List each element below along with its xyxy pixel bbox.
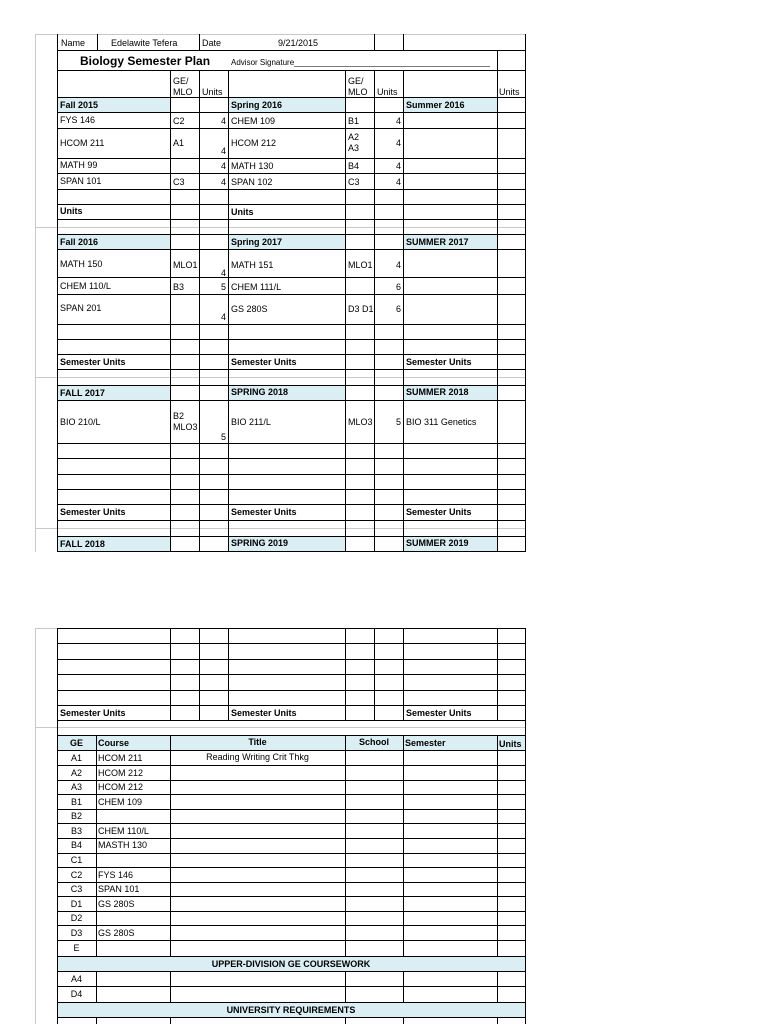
ge-code: C3 (70, 884, 83, 894)
date-value: 9/21/2015 (278, 38, 319, 48)
units: 4 (220, 268, 226, 278)
course: HCOM 212 (231, 138, 277, 148)
ge-code: A3 (70, 782, 82, 792)
plan-title: Biology Semester Plan (80, 54, 211, 68)
units: 5 (395, 417, 401, 427)
semester-units-label: Semester Units (231, 357, 297, 367)
semester-units-label: Semester Units (231, 507, 297, 517)
course: CHEM 111/L (231, 282, 282, 292)
ge-code: MLO3 (348, 417, 373, 427)
course: HCOM 211 (60, 138, 105, 148)
course: SPAN 101 (98, 884, 140, 894)
course: MATH 151 (231, 260, 274, 270)
ge-code: B4 (348, 161, 360, 171)
ge-code: B1 (70, 797, 82, 807)
course: MATH 150 (60, 259, 103, 269)
course: FYS 146 (98, 870, 134, 880)
col-units: Units (377, 87, 398, 97)
date-label: Date (202, 38, 222, 48)
units: 4 (220, 116, 226, 126)
units-label: Units (60, 206, 83, 216)
col-units: Units (499, 87, 520, 97)
ge-code: D2 (70, 913, 83, 923)
term-summer-2018: SUMMER 2018 (406, 387, 469, 397)
student-name: Edelawite Tefera (111, 38, 178, 48)
ge-code: B3 (70, 826, 82, 836)
ge-code: A2 (70, 768, 82, 778)
ge-code: D4 (70, 989, 83, 999)
units: 4 (220, 146, 226, 156)
term-summer-2017: SUMMER 2017 (406, 237, 469, 247)
term-spring-2017: Spring 2017 (231, 237, 283, 247)
ge-code: MLO1 (348, 260, 373, 270)
semester-units-label: Semester Units (406, 357, 472, 367)
ge-code: A1 (173, 138, 185, 148)
term-spring-2019: SPRING 2019 (231, 538, 289, 548)
course: MATH 130 (231, 161, 274, 171)
units: 4 (220, 161, 226, 171)
ge-code: D3 D1 (348, 304, 374, 314)
course: SPAN 102 (231, 177, 273, 187)
course: GS 280S (98, 899, 135, 909)
semester-units-label: Semester Units (406, 708, 472, 718)
term-fall-2016: Fall 2016 (60, 237, 99, 247)
units: 6 (395, 282, 401, 292)
title-col-header: Title (248, 737, 267, 747)
course: BIO 210/L (60, 417, 101, 427)
ge-code: E (73, 943, 80, 953)
units: 5 (220, 432, 226, 442)
col-units: Units (202, 87, 223, 97)
units: 4 (220, 177, 226, 187)
ge-code: B1 (348, 116, 360, 126)
course: HCOM 211 (98, 753, 143, 763)
ge-code: B4 (70, 840, 82, 850)
ge-code: B2 MLO3 (173, 411, 198, 432)
term-spring-2016: Spring 2016 (231, 100, 283, 110)
term-spring-2018: SPRING 2018 (231, 387, 289, 397)
course: HCOM 212 (98, 782, 144, 792)
course: MASTH 130 (98, 840, 148, 850)
units: 4 (395, 138, 401, 148)
ge-code: B3 (173, 282, 185, 292)
course: CHEM 110/L (60, 281, 111, 291)
advisor-signature: Advisor Signature____________________________________________ (231, 58, 490, 67)
units-label: Units (231, 207, 254, 217)
units: 5 (220, 282, 226, 292)
course-col-header: Course (98, 738, 130, 748)
ge-code: A4 (70, 974, 82, 984)
course: FYS 146 (60, 115, 96, 125)
ge-code: MLO1 (173, 260, 198, 270)
units: 4 (395, 260, 401, 270)
ge-code: C3 (348, 177, 360, 187)
ge-code: C1 (70, 855, 83, 865)
term-summer-2019: SUMMER 2019 (406, 538, 469, 548)
ge-code: C2 (70, 870, 83, 880)
course: MATH 99 (60, 160, 98, 170)
name-label: Name (61, 38, 86, 48)
university-requirements-heading: UNIVERSITY REQUIREMENTS (226, 1005, 356, 1015)
course: BIO 211/L (231, 417, 271, 427)
semester-units-label: Semester Units (60, 357, 126, 367)
col-ge-mlo: GE/ MLO (173, 76, 193, 97)
course: HCOM 212 (98, 768, 144, 778)
upper-division-heading: UPPER-DIVISION GE COURSEWORK (211, 959, 371, 969)
ge-code: A1 (70, 753, 82, 763)
semester-col-header: Semester (405, 738, 446, 748)
course: CHEM 109 (98, 797, 143, 807)
semester-units-label: Semester Units (60, 507, 126, 517)
ge-code: D1 (70, 899, 83, 909)
course: SPAN 201 (60, 303, 102, 313)
ge-code: A2 A3 (348, 132, 360, 153)
semester-units-label: Semester Units (60, 708, 126, 718)
term-fall-2018: FALL 2018 (60, 539, 105, 549)
course: CHEM 110/L (98, 826, 149, 836)
semester-units-label: Semester Units (231, 708, 297, 718)
ge-code: C3 (173, 177, 185, 187)
units: 6 (395, 304, 401, 314)
course: BIO 311 Genetics (406, 417, 477, 427)
ge-col-header: GE (69, 738, 83, 748)
course: GS 280S (98, 928, 135, 938)
semester-units-label: Semester Units (406, 507, 472, 517)
term-summer-2016: Summer 2016 (406, 100, 465, 110)
course-title: Reading Writing Crit Thkg (206, 752, 309, 762)
units-col-header: Units (499, 739, 522, 749)
units: 4 (395, 161, 401, 171)
term-fall-2015: Fall 2015 (60, 100, 99, 110)
ge-code: C2 (173, 116, 185, 126)
course: SPAN 101 (60, 176, 102, 186)
col-ge-mlo: GE/ MLO (348, 76, 368, 97)
units: 4 (220, 312, 226, 322)
ge-code: D3 (70, 928, 83, 938)
ge-code: B2 (70, 811, 82, 821)
term-fall-2017: FALL 2017 (60, 388, 105, 398)
units: 4 (395, 177, 401, 187)
course: GS 280S (231, 304, 268, 314)
units: 4 (395, 116, 401, 126)
course: CHEM 109 (231, 116, 276, 126)
school-col-header: School (358, 737, 389, 747)
